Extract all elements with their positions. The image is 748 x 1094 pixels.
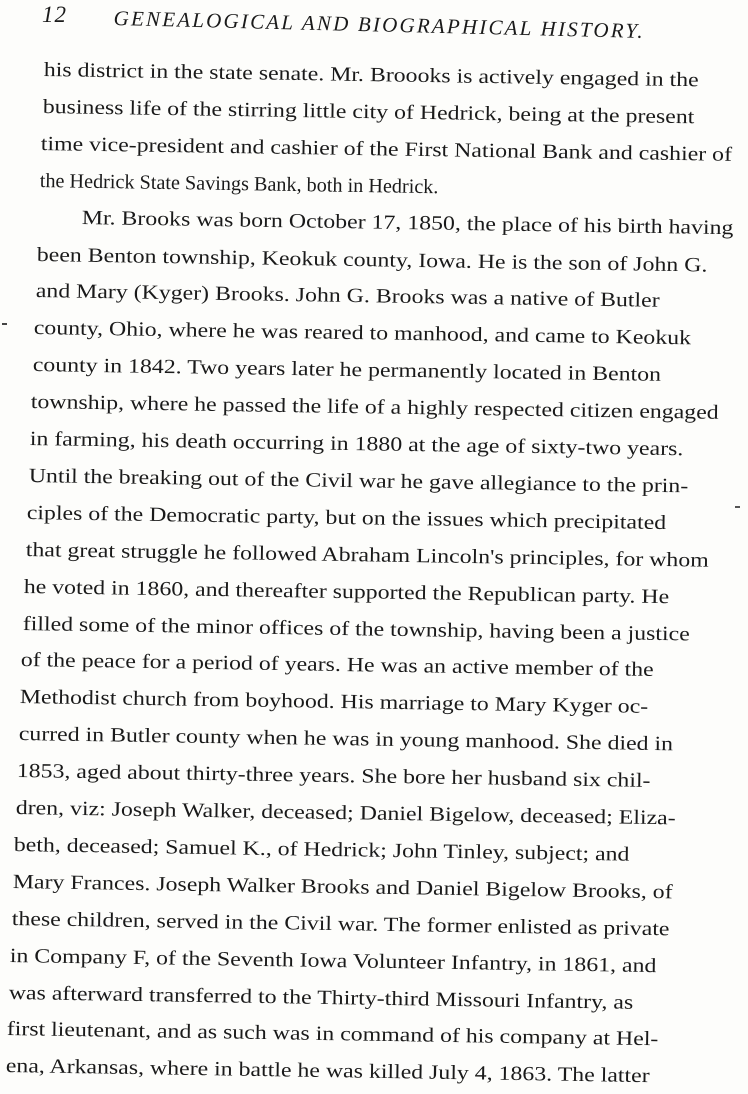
text-line: and Mary (Kyger) Brooks. John G. Brooks was a native of Butler bbox=[35, 280, 660, 313]
text-line: of the peace for a period of years. He was an active member of the bbox=[21, 649, 655, 682]
text-line: 1853, aged about thirty-three years. She bore her husband six chil- bbox=[16, 760, 651, 793]
page-header bbox=[42, 2, 708, 42]
text-line: the Hedrick State Savings Bank, both in Hedrick. bbox=[39, 169, 439, 198]
text-line: ena, Arkansas, where in battle he was killed July 4, 1863. The latter bbox=[5, 1055, 650, 1088]
text-line: Mr. Brooks was born October 17, 1850, the place of his birth having bbox=[81, 206, 734, 239]
margin-mark-right bbox=[735, 506, 740, 508]
text-line: been Benton township, Keokuk county, Iowa. He is the son of John G. bbox=[36, 243, 708, 277]
text-line: in farming, his death occurring in 1880 at the age of sixty-two years. bbox=[29, 427, 684, 461]
text-line: curred in Butler county when he was in young manhood. She died in bbox=[18, 723, 673, 756]
text-line: in Company F, of the Seventh Iowa Volunteer Infantry, in 1861, and bbox=[9, 944, 657, 977]
text-line: county in 1842. Two years later he permanently located in Benton bbox=[32, 354, 661, 387]
text-line: Mary Frances. Joseph Walker Brooks and Daniel Bigelow Brooks, of bbox=[12, 870, 673, 904]
page-number: 12 bbox=[42, 2, 67, 27]
margin-mark-left bbox=[2, 323, 7, 325]
text-line: county, Ohio, where he was reared to manhood, and came to Keokuk bbox=[33, 317, 692, 350]
text-line: time vice-president and cashier of the First National Bank and cashier of bbox=[40, 132, 733, 166]
text-line: business life of the stirring little city of Hedrick, being at the present bbox=[42, 95, 695, 129]
text-line: his district in the state senate. Mr. Broooks is actively engaged in the bbox=[43, 58, 699, 92]
text-line: he voted in 1860, and thereafter supported the Republican party. He bbox=[23, 575, 670, 608]
text-line: filled some of the minor offices of the township, having been a justice bbox=[22, 612, 690, 645]
text-line: these children, served in the Civil war. The former enlisted as private bbox=[11, 907, 670, 941]
text-line: Until the breaking out of the Civil war he gave allegiance to the prin- bbox=[28, 464, 688, 498]
text-line: first lieutenant, and as such was in command of his company at Hel- bbox=[7, 1018, 659, 1051]
running-title: GENEALOGICAL AND BIOGRAPHICAL HISTORY. bbox=[113, 6, 646, 43]
text-line: dren, viz: Joseph Walker, deceased; Daniel Bigelow, deceased; Eliza- bbox=[15, 796, 676, 830]
text-line: was afterward transferred to the Thirty-third Missouri Infantry, as bbox=[8, 981, 634, 1014]
text-line: that great struggle he followed Abraham Lincoln's principles, for whom bbox=[25, 538, 709, 572]
text-line: ciples of the Democratic party, but on the issues which precipitated bbox=[26, 501, 667, 534]
text-line: township, where he passed the life of a highly respected citizen engaged bbox=[30, 391, 720, 424]
text-line: beth, deceased; Samuel K., of Hedrick; John Tinley, subject; and bbox=[14, 833, 631, 866]
text-line: Methodist church from boyhood. His marriage to Mary Kyger oc- bbox=[19, 686, 649, 719]
